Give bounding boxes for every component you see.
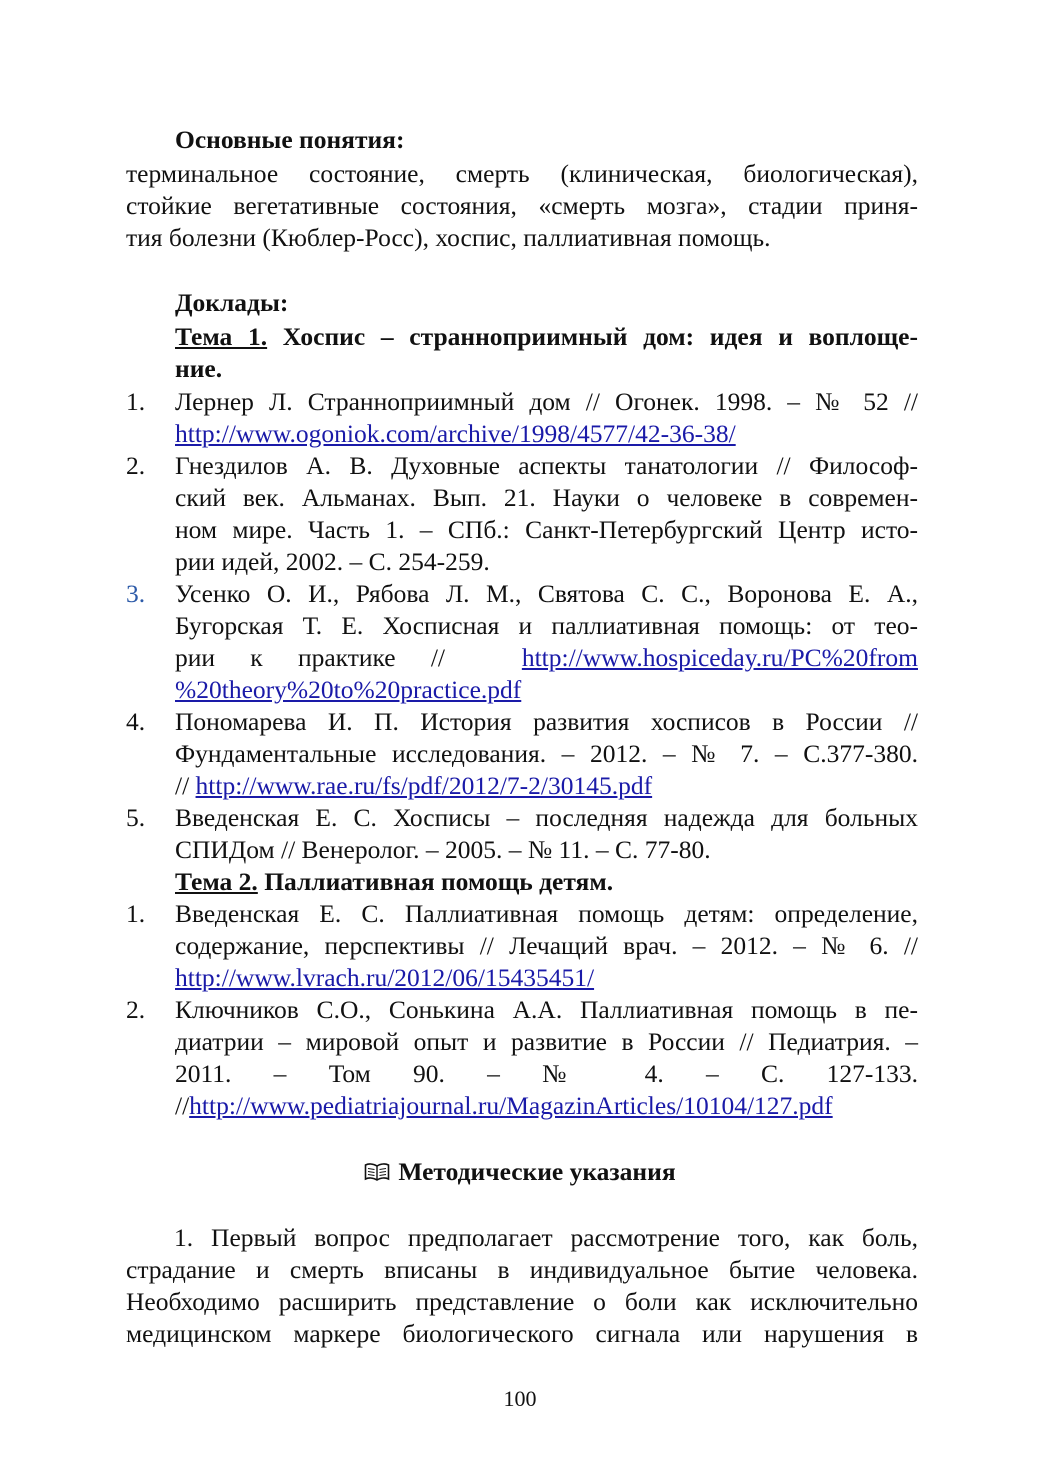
text-line: Введенская Е. С. Хосписы – последняя надежда для больных [175, 803, 918, 832]
text-line: СПИДом // Венеролог. – 2005. – № 11. – С. 77-80. [175, 835, 711, 864]
topic1-title-part2: ние. [175, 354, 223, 383]
text-line: Необходимо расширить представление о боли как исключительно [126, 1287, 918, 1316]
text-line: ский век. Альманах. Вып. 21. Науки о человеке в современ- [175, 483, 918, 512]
text-line: Бугорская Т. Е. Хосписная и паллиативная помощь: от тео- [175, 611, 918, 640]
reference-link[interactable]: http://www.lvrach.ru/2012/06/15435451/ [175, 963, 595, 992]
list-number: 5. [126, 803, 146, 832]
list-number: 1. [126, 387, 146, 416]
page-number: 100 [503, 1386, 537, 1411]
text-line: Гнездилов А. В. Духовные аспекты танатологии // Философ- [175, 451, 918, 480]
text-line: Пономарева И. П. История развития хосписов в России // [175, 707, 918, 736]
methodical-text [126, 1222, 918, 1350]
text-line: содержание, перспективы // Лечащий врач. – 2012. – № 6. // [175, 931, 918, 960]
list-item [175, 578, 918, 706]
list-item [175, 898, 918, 994]
text-line: Фундаментальные исследования. – 2012. – № 7. – С.377-380. [175, 739, 918, 768]
list-item [175, 450, 918, 578]
list-item [175, 994, 918, 1122]
methodical-title: Методические указания [398, 1157, 676, 1186]
text-line: Ключников С.О., Сонькина А.А. Паллиативная помощь в пе- [175, 995, 918, 1024]
reports-title: Доклады: [175, 288, 289, 317]
text-line: 1. Первый вопрос предполагает рассмотрение того, как боль, [174, 1223, 918, 1252]
topic2-label: Тема 2. [175, 867, 258, 896]
reference-link[interactable]: http://www.pediatriajournal.ru/MagazinArticles/10104/127.pdf [189, 1091, 833, 1120]
basic-concepts-text [126, 158, 918, 254]
reference-link[interactable]: http://www.rae.ru/fs/pdf/2012/7-2/30145.pdf [195, 771, 653, 800]
text-line: терминальное состояние, смерть (клиническая, биологическая), [126, 159, 918, 188]
text-line: диатрии – мировой опыт и развитие в России // Педиатрия. – [175, 1027, 918, 1056]
topic1-heading [175, 321, 918, 385]
text-line: страдание и смерть вписаны в индивидуальное бытие человека. [126, 1255, 918, 1284]
reference-link[interactable]: http://www.ogoniok.com/archive/1998/4577/42-36-38/ [175, 419, 736, 448]
text-line: стойкие вегетативные состояния, «смерть мозга», стадии приня- [126, 191, 918, 220]
list-number: 2. [126, 995, 146, 1024]
topic2-heading [175, 866, 613, 898]
reference-link-continuation[interactable]: %20theory%20to%20practice.pdf [175, 675, 522, 704]
list-item [175, 386, 918, 450]
topic1-heading-line [175, 321, 918, 353]
text-line: рии идей, 2002. – С. 254-259. [175, 547, 490, 576]
list-item [175, 802, 918, 866]
topic1-label: Тема 1. [175, 322, 268, 351]
text-line: 2011. – Том 90. – № 4. – С. 127-133. [175, 1059, 918, 1088]
text-fragment: рии к практике // [175, 643, 445, 672]
text-line [175, 642, 918, 674]
list-number: 3. [126, 579, 146, 608]
list-item [175, 706, 918, 802]
reference-link[interactable]: http://www.hospiceday.ru/PC%20from [521, 643, 918, 672]
text-fragment: // [175, 771, 196, 800]
text-fragment: // [175, 1091, 190, 1120]
text-line: тия болезни (Кюблер-Росс), хоспис, паллиативная помощь. [126, 223, 771, 252]
methodical-heading [0, 1156, 1040, 1188]
list-number: 4. [126, 707, 146, 736]
basic-concepts-title: Основные понятия: [175, 125, 405, 154]
text-line: ном мире. Часть 1. – СПб.: Санкт-Петербургский Центр исто- [175, 515, 918, 544]
text-line: Лернер Л. Странноприимный дом // Огонек. 1998. – № 52 // [175, 387, 918, 416]
topic2-title: Паллиативная помощь детям. [257, 867, 614, 896]
topic1-title-part1: Хоспис – странноприимный дом: идея и воплоще- [267, 322, 918, 351]
list-number: 1. [126, 899, 146, 928]
text-line: Введенская Е. С. Паллиативная помощь детям: определение, [175, 899, 918, 928]
text-line: медицинском маркере биологического сигнала или нарушения в [126, 1319, 918, 1348]
list-number: 2. [126, 451, 146, 480]
text-line: Усенко О. И., Рябова Л. М., Святова С. С., Воронова Е. А., [175, 579, 918, 608]
book-icon [364, 1162, 390, 1182]
